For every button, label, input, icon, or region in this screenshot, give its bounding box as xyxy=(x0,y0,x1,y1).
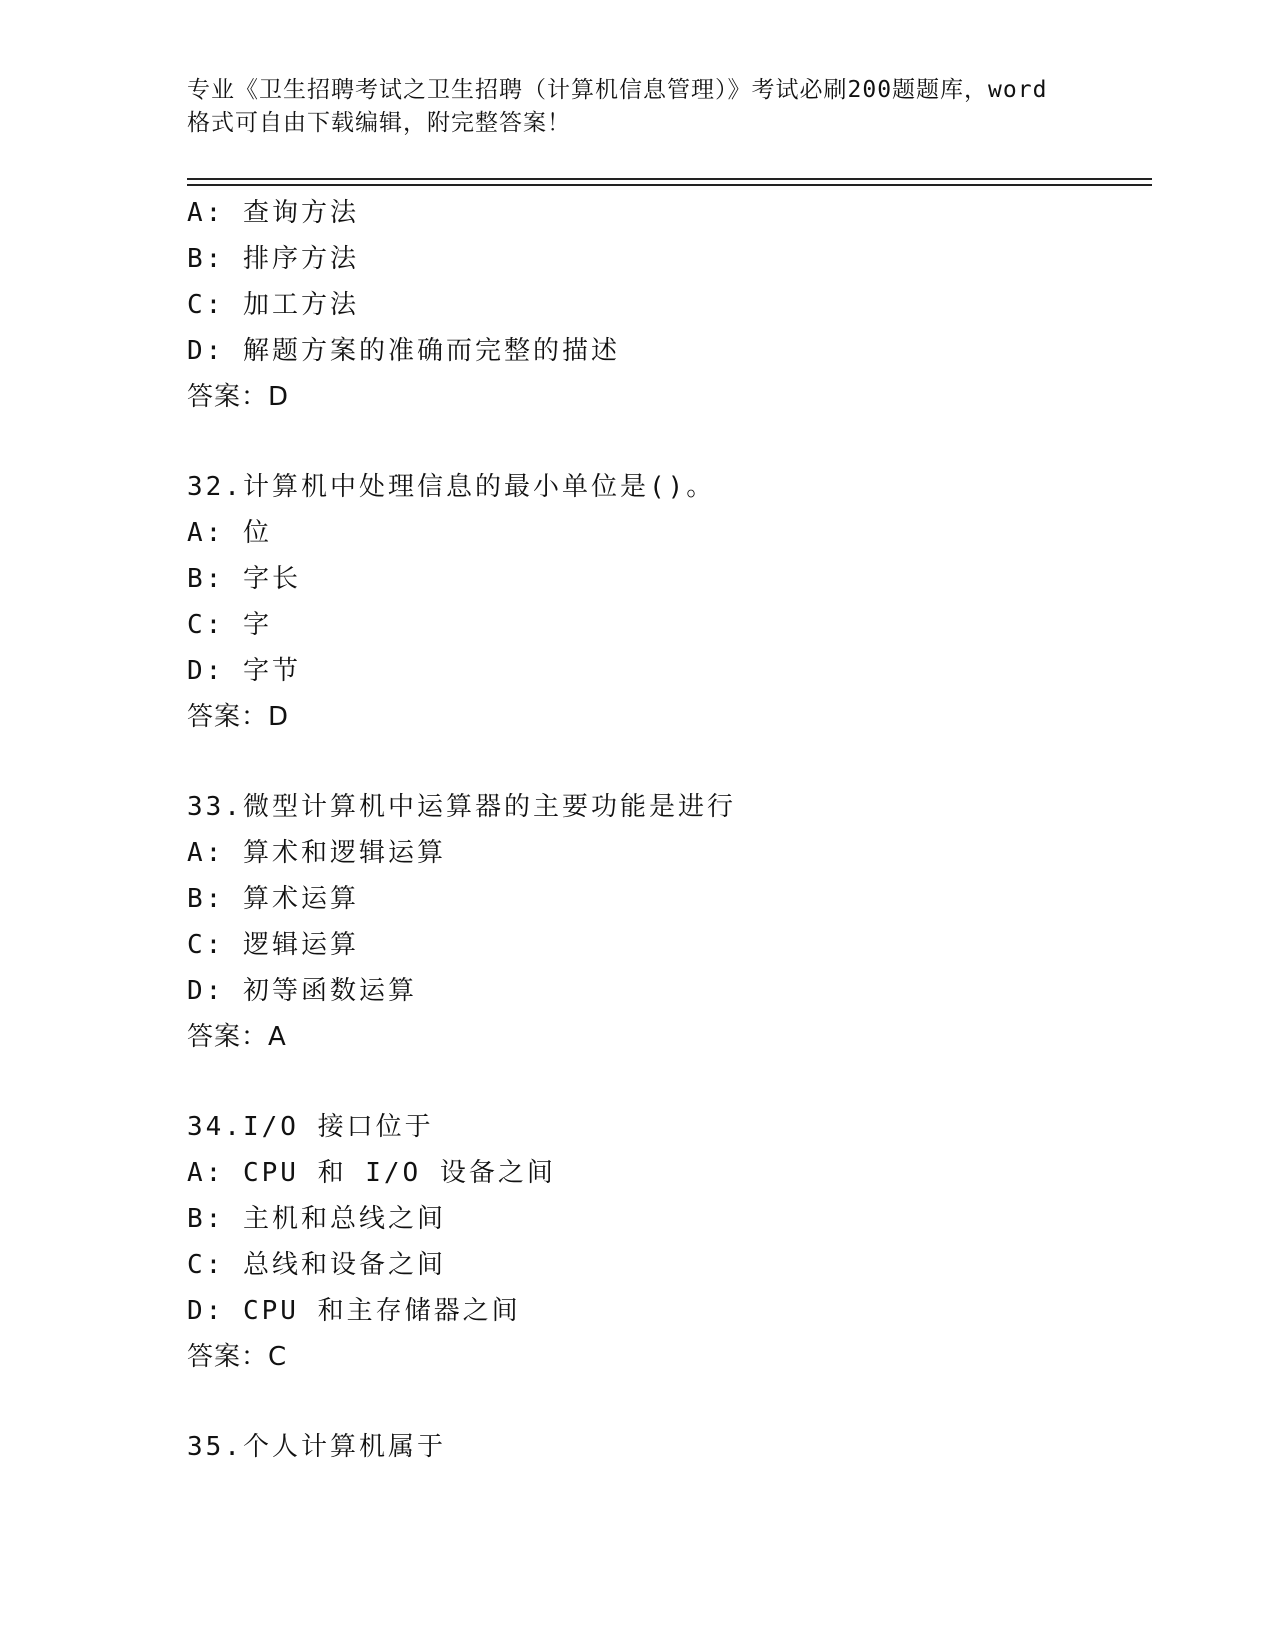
header-line-2: 格式可自由下载编辑，附完整答案！ xyxy=(187,110,571,136)
option-d: D: 解题方案的准确而完整的描述 xyxy=(187,336,620,366)
option-d: D: 初等函数运算 xyxy=(187,976,417,1006)
document-header xyxy=(187,74,1087,140)
block-spacer xyxy=(187,1060,1147,1104)
option-d: D: CPU 和主存储器之间 xyxy=(187,1296,521,1326)
option-b: B: 主机和总线之间 xyxy=(187,1204,446,1234)
option-c: C: 字 xyxy=(187,610,272,640)
question-block xyxy=(187,1104,1147,1380)
header-divider-bottom xyxy=(187,184,1152,186)
header-divider-top xyxy=(187,178,1152,180)
block-spacer xyxy=(187,740,1147,784)
question-block xyxy=(187,1424,1147,1470)
option-b: B: 算术运算 xyxy=(187,884,359,914)
question-text: 34.I/O 接口位于 xyxy=(187,1112,434,1142)
answer-line: 答案：D xyxy=(187,382,290,412)
question-text: 33.微型计算机中运算器的主要功能是进行 xyxy=(187,792,736,822)
question-text: 35.个人计算机属于 xyxy=(187,1432,446,1462)
answer-line: 答案：A xyxy=(187,1022,287,1052)
option-c: C: 总线和设备之间 xyxy=(187,1250,446,1280)
question-block xyxy=(187,464,1147,740)
option-a: A: 算术和逻辑运算 xyxy=(187,838,446,868)
answer-line: 答案：D xyxy=(187,702,290,732)
block-spacer xyxy=(187,420,1147,464)
option-a: A: CPU 和 I/O 设备之间 xyxy=(187,1158,556,1188)
question-block xyxy=(187,190,1147,420)
question-list xyxy=(187,190,1147,1470)
option-a: A: 查询方法 xyxy=(187,198,359,228)
header-line-1: 专业《卫生招聘考试之卫生招聘（计算机信息管理）》考试必刷200题题库，word xyxy=(187,77,1048,103)
answer-line: 答案：C xyxy=(187,1342,288,1372)
option-d: D: 字节 xyxy=(187,656,301,686)
option-b: B: 字长 xyxy=(187,564,301,594)
question-block xyxy=(187,784,1147,1060)
option-c: C: 逻辑运算 xyxy=(187,930,359,960)
option-a: A: 位 xyxy=(187,518,272,548)
option-c: C: 加工方法 xyxy=(187,290,359,320)
block-spacer xyxy=(187,1380,1147,1424)
question-text: 32.计算机中处理信息的最小单位是()。 xyxy=(187,472,716,502)
option-b: B: 排序方法 xyxy=(187,244,359,274)
